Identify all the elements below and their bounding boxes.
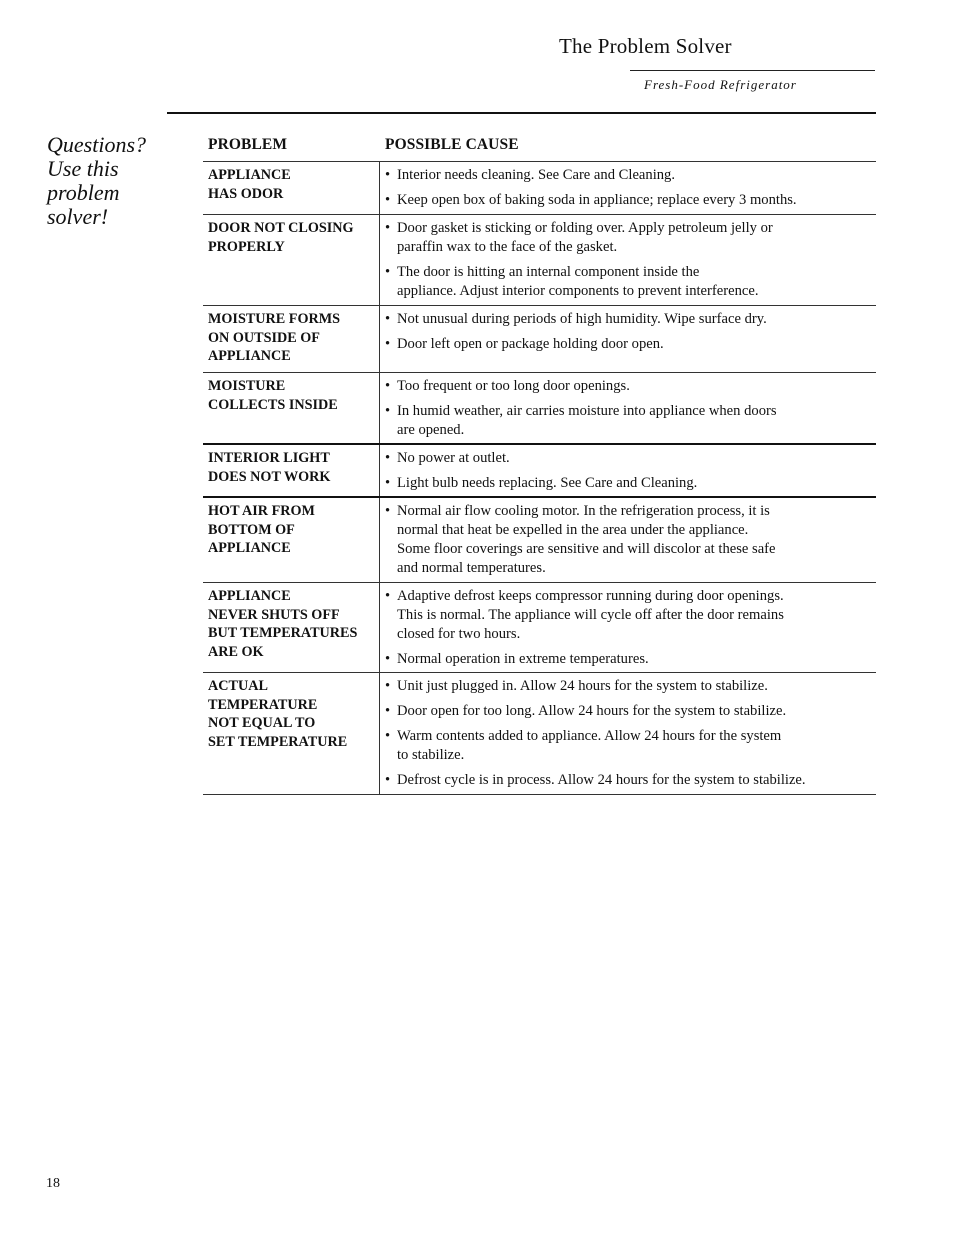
problem-text: DOES NOT WORK [208,468,331,485]
bullet-icon: • [385,378,391,394]
cause-cell [380,215,876,305]
cause-text: Normal air flow cooling motor. In the refrigeration process, it is [397,503,770,519]
cause-item [385,402,876,440]
bullet-icon: • [385,311,391,327]
cause-text: The door is hitting an internal component inside the [397,264,700,280]
cause-item [385,677,876,696]
bullet-icon: • [385,475,391,491]
problem-cell [203,673,380,794]
problem-text: NOT EQUAL TO [208,715,316,732]
sidebar-line: solver! [47,204,109,229]
cause-item [385,771,876,790]
table-row [203,162,876,215]
cause-item [385,702,876,721]
header-divider [167,112,876,114]
bullet-icon: • [385,336,391,352]
cause-text: In humid weather, air carries moisture into appliance when doors [397,403,777,419]
cause-text: Not unusual during periods of high humidity. Wipe surface dry. [397,311,767,327]
bullet-icon: • [385,264,391,280]
bullet-icon: • [385,192,391,208]
cause-text: Unit just plugged in. Allow 24 hours for the system to stabilize. [397,678,768,694]
cause-cell [380,162,876,214]
cause-text: Keep open box of baking soda in appliance; replace every 3 months. [397,192,797,208]
cause-cell [380,306,876,372]
problem-text: INTERIOR LIGHT [208,450,330,466]
bullet-icon: • [385,588,391,604]
problem-cell [203,215,380,305]
problem-column-header: PROBLEM [208,136,288,153]
sidebar-heading [47,133,177,229]
cause-text: Door gasket is sticking or folding over. Apply petroleum jelly or [397,220,773,236]
cause-cell [380,498,876,582]
cause-item [385,335,876,354]
cause-item [385,650,876,669]
cause-text: and normal temperatures. [397,560,546,576]
sidebar-line: Questions? [47,132,146,157]
problem-text: HOT AIR FROM [208,503,315,519]
problem-text: DOOR NOT CLOSING [208,220,354,236]
cause-text: Warm contents added to appliance. Allow 24 hours for the system [397,728,782,744]
page-title: The Problem Solver [559,34,732,58]
table-row [203,373,876,445]
cause-item [385,191,876,210]
problem-text: ACTUAL [208,678,268,694]
bullet-icon: • [385,503,391,519]
problem-text: NEVER SHUTS OFF [208,606,340,623]
cause-item [385,166,876,185]
cause-item [385,449,876,468]
bullet-icon: • [385,167,391,183]
cause-item [385,219,876,257]
problem-cell [203,445,380,496]
cause-text: to stabilize. [397,747,465,763]
cause-item [385,727,876,765]
sidebar-line: problem [47,180,120,205]
cause-text: normal that heat be expelled in the area under the appliance. [397,522,749,538]
title-divider [630,70,875,71]
table-row [203,498,876,583]
cause-item [385,474,876,493]
problem-text: BOTTOM OF [208,521,295,538]
cause-text: Interior needs cleaning. See Care and Cleaning. [397,167,675,183]
table-row [203,583,876,673]
sidebar-line: Use this [47,156,119,181]
problem-cell [203,583,380,672]
cause-item [385,263,876,301]
problem-text: APPLIANCE [208,348,291,365]
cause-text: This is normal. The appliance will cycle off after the door remains [397,607,784,623]
table-body [203,162,876,795]
cause-text: Adaptive defrost keeps compressor running during door openings. [397,588,784,604]
bullet-icon: • [385,450,391,466]
cause-text: closed for two hours. [397,626,521,642]
bullet-icon: • [385,651,391,667]
problem-text: APPLIANCE [208,588,291,604]
bullet-icon: • [385,703,391,719]
cause-text: Too frequent or too long door openings. [397,378,630,394]
cause-text: Light bulb needs replacing. See Care and Cleaning. [397,475,698,491]
problem-cell [203,162,380,214]
table-header [203,134,876,162]
problem-solver-table [203,134,876,795]
problem-text: PROPERLY [208,238,285,255]
table-row [203,306,876,373]
problem-text: SET TEMPERATURE [208,733,348,750]
cause-text: paraffin wax to the face of the gasket. [397,239,618,255]
cause-text: Defrost cycle is in process. Allow 24 hours for the system to stabilize. [397,772,806,788]
problem-cell [203,306,380,372]
problem-cell [203,498,380,582]
cause-text: are opened. [397,422,465,438]
bullet-icon: • [385,220,391,236]
bullet-icon: • [385,728,391,744]
cause-item [385,502,876,578]
cause-text: No power at outlet. [397,450,510,466]
cause-text: Door open for too long. Allow 24 hours for the system to stabilize. [397,703,787,719]
problem-text: APPLIANCE [208,540,291,557]
problem-text: ARE OK [208,643,264,660]
table-row [203,215,876,306]
cause-item [385,310,876,329]
cause-text: Some floor coverings are sensitive and will discolor at these safe [397,541,776,557]
problem-text: ON OUTSIDE OF [208,329,320,346]
cause-item [385,377,876,396]
cause-text: appliance. Adjust interior components to prevent interference. [397,283,759,299]
problem-text: APPLIANCE [208,167,291,183]
cause-cell [380,373,876,443]
cause-text: Normal operation in extreme temperatures. [397,651,649,667]
problem-text: HAS ODOR [208,185,284,202]
bullet-icon: • [385,678,391,694]
problem-text: TEMPERATURE [208,696,318,713]
table-row [203,673,876,795]
cause-column-header: POSSIBLE CAUSE [385,136,519,153]
cause-cell [380,673,876,794]
problem-text: COLLECTS INSIDE [208,396,338,413]
cause-cell [380,583,876,672]
problem-text: MOISTURE [208,378,286,394]
page-subtitle: Fresh-Food Refrigerator [644,77,797,92]
problem-text: MOISTURE FORMS [208,311,341,327]
bullet-icon: • [385,772,391,788]
bullet-icon: • [385,403,391,419]
problem-text: BUT TEMPERATURES [208,625,358,642]
problem-cell [203,373,380,443]
cause-text: Door left open or package holding door open. [397,336,664,352]
table-row [203,445,876,498]
cause-cell [380,445,876,496]
page-number: 18 [46,1176,60,1191]
cause-item [385,587,876,644]
